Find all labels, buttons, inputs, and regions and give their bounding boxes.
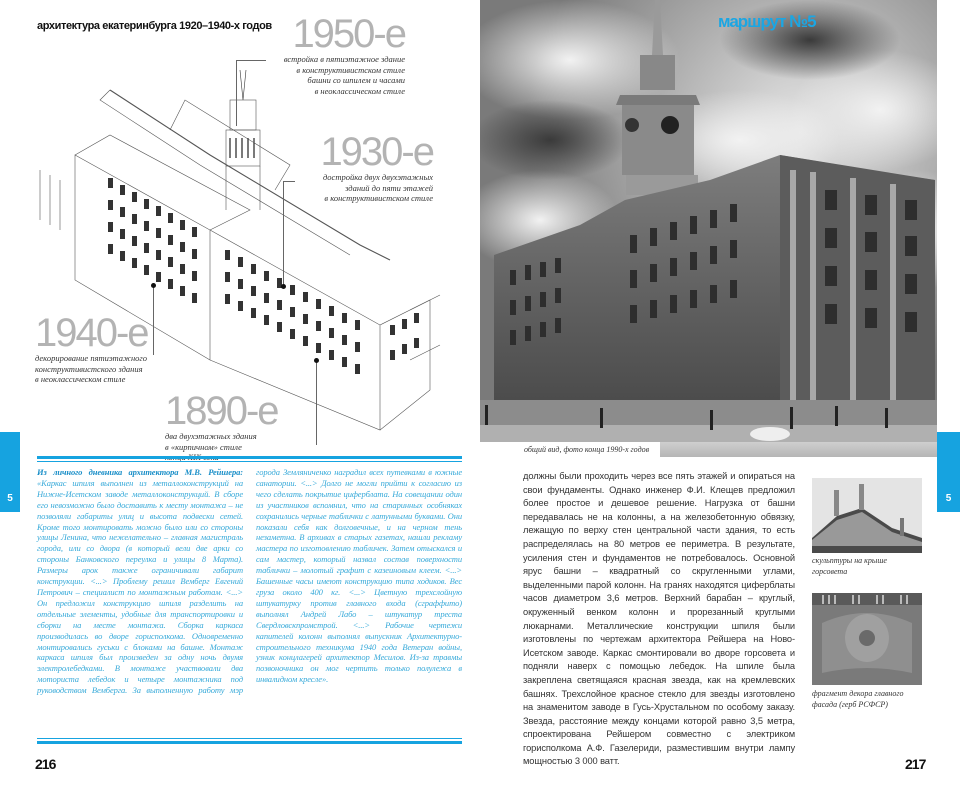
thumb-caption-sculptures: скульптуры на крыше горсовета — [812, 556, 887, 576]
era-year: 1930-е — [320, 130, 433, 174]
marker-dot — [281, 284, 286, 289]
era-year: 1890-е — [165, 389, 278, 433]
era-1890s — [165, 391, 295, 463]
route-title: маршрут №5 — [718, 12, 816, 31]
page-number-left: 216 — [35, 756, 56, 772]
right-page — [480, 0, 960, 793]
running-head: архитектура екатеринбурга 1920–1940-х годов — [37, 20, 272, 32]
thumb-caption-coat-of-arms: фрагмент декора главного фасада (герб РСФСР) — [812, 689, 904, 709]
era-1940s — [35, 313, 165, 385]
section-tab-right: 5 — [937, 432, 960, 512]
roof-sculptures-photo — [812, 478, 922, 553]
coat-of-arms-photo — [812, 593, 922, 685]
era-description: два двухэтажных здания в «кирпичном» стиле конца XIX века — [165, 431, 257, 462]
leader-line-1930s-h — [283, 181, 295, 182]
era-description: декорирование пятиэтажного конструктивистского здания в неоклассическом стиле — [35, 353, 147, 384]
era-1950s — [265, 14, 405, 96]
diary-lead: Из личного дневника архитектора М.В. Рейшера: — [37, 467, 243, 477]
marker-dot — [314, 358, 319, 363]
era-year: 1950-е — [292, 12, 405, 56]
section-tab-left: 5 — [0, 432, 20, 512]
era-1930s — [293, 132, 433, 204]
leader-line-1890s — [316, 360, 317, 445]
era-year: 1940-е — [35, 311, 148, 355]
era-description: достройка двух двухэтажных зданий до пяти этажей в конструктивистском стиле — [323, 172, 433, 203]
diary-excerpt — [37, 467, 462, 696]
diary-bottom-rule — [37, 738, 462, 744]
leader-line-1950s-h — [236, 60, 266, 61]
city-hall-photo — [480, 0, 937, 442]
era-description: встройка в пятиэтажное здание в конструктивистском стиле башни со шпилем и часами в неоклассическом стиле — [283, 54, 405, 96]
photo-caption: общий вид, фото конца 1990-х годов — [480, 442, 660, 457]
photo-bottom-strip — [660, 442, 937, 457]
diary-text: «Каркас шпиля выполнен из металлоконструкций на Нижне-Исетском заводе металлоконструкций. В сборе его невозможно было доставить к месту монтажа – не позволяли габариты улиц и высота подвески сетей. Кроме того монтировать можно было или со стороны улицы Ленина, что нежелательно – главная магистраль города, или со двора (в который вели две арки со стороны Банковского переулка и улицы 8 Марта). Размеры арок также ограничивали габарит конструкции. <...> Проблему решил Вемберг Евгений Петрович – специалист по монтажным работам. <...> Он предложил конструкцию шпиля разделить на отдельные элементы, удобные для транспортировки и сборки на месте монтажа. Сборка каркаса производилась во дворе горисполкома. Одновременно монтировались гуськи с блоками на башне. Монтаж каркаса шпиля был произведен за одну ночь двумя электролебедками. В монтаже участвовали два моториста лебедок и четыре монтажника под руководством Вемберга. За выполненную работу мэр города Земляниченко наградил всех путевками в южные санатории. <...> Долго не могли прийти к согласию из чего сделать покрытие циферблата. На совещании один из участников вспомнил, что на старинных особняках сохранились черные таблички с латунными буквами. Они показали себя как долговечные, и на черном тень незаметна. В архивах в старых газетах, нашли рекламу мастера по изготовлению табличек. Затем отыскался и сам мастер, который назвал состав поверхности таблички – молотый графит с казеиновым клеем. <...> Башенные часы имеют конструкцию типа ходиков. Вес груза около 400 кг. <...> Цветную трехслойную штукатурку против главного входа (сграффито) выполнял Андрей Лабо – штукатур треста Свердловскпромстрой. <...> Рабочие чертежи капителей колонн выполнял выпускник Архитектурно-строительного техникума 1940 года Ветеран войны, узник концлагерей архитектор Месилов. Из-за травмы позвоночника он мог чертить только полулежа в инвалидном кресле». — [37, 467, 462, 696]
marker-dot — [151, 283, 156, 288]
diary-top-rule — [37, 456, 462, 462]
leader-line-1930s — [283, 181, 284, 286]
body-text: должны были проходить через все пять этажей и опираться на свои фундаменты. Однако инженер Ф.И. Клещев предложил более простое и дешевое решение. Нагрузка от башни передавалась не на колонны, а на железобетонную обвязку, лежащую по верху стен центральной части здания, то есть распределялась на 80 метров ее периметра. В результате, усиления стен и фундаментов не потребовалось. Основной ярус башни – квадратный со скругленными углами, выделенными парой колонн. На гранях находятся циферблаты часов диаметром 3,6 метров. Верхний барабан – круглый, окруженный венком колонн и прорезанный круглыми люкарнами. Металлические конструкции шпиля были изготовлены по чертежам архитектора Рейшера на Ново-Исетском заводе. Каркас смонтировали во дворе горсовета и подняли наверх с помощью лебедок. На шпиле была закреплена светящаяся красная звезда, как на кремлевских башнях. Трехслойное красное стекло для звезды изготовлено на знаменитом заводе в Гусь-Хрустальном по особому заказу. Звезда, расстояние между концами которой равно 3,5 метра, спроектирована Рейшером совместно с электриком горисполкома А.Ф. Газелериди, разместившим внутри лампу мощностью 3 000 ватт. — [523, 471, 795, 767]
leader-line-1950s — [236, 60, 237, 126]
page-number-right: 217 — [905, 756, 926, 772]
leader-line-1940s — [153, 285, 154, 355]
